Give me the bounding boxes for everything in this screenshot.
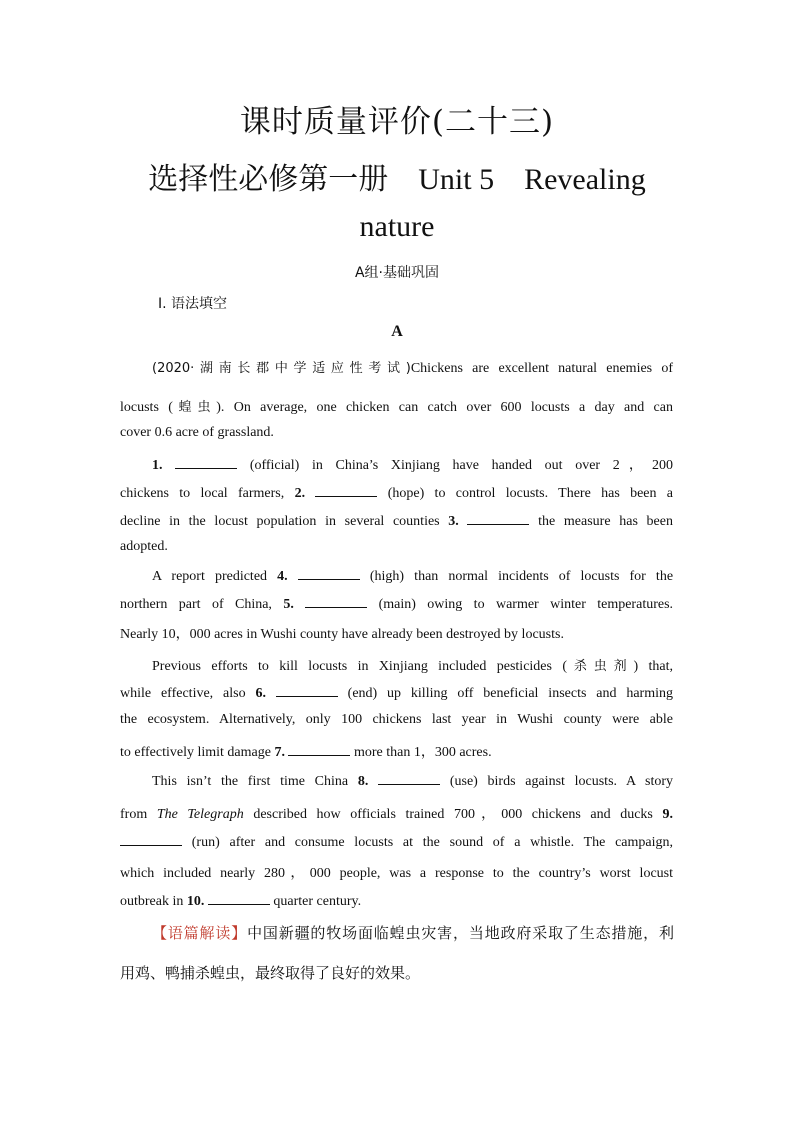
text-line: which included nearly 280，000 people, was a response to the country’s worst locust [120,866,673,881]
text-line: decline in the locust population in several counties 3. the measure has been [120,514,673,529]
blank-6[interactable] [276,684,338,697]
text-line: A report predicted 4. (high) than normal incidents of locusts for the [152,569,674,584]
blank-1[interactable] [175,456,237,469]
section-label: Ⅰ. 语法填空 [158,296,228,312]
text-line: from The Telegraph described how officials trained 700，000 chickens and ducks 9. [120,807,673,822]
passage-label: A [391,323,403,340]
blank-8[interactable] [378,772,440,785]
text-line: (run) after and consume locusts at the sound of a whistle. The campaign, [120,833,673,851]
text-line: 1. (official) in China’s Xinjiang have handed out over 2，200 [152,458,674,473]
blank-5[interactable] [305,595,367,608]
source-note: (2020·湖南长郡中学适应性考试) [152,361,411,376]
text-line: to effectively limit damage 7. more than 1，300 acres. [120,745,492,760]
blank-9[interactable] [120,833,182,846]
text-line: This isn’t the first time China 8. (use) birds against locusts. A story [152,774,674,789]
blank-7[interactable] [288,743,350,756]
text-line: Nearly 10，000 acres in Wushi county have already been destroyed by locusts. [120,627,564,642]
blank-3[interactable] [467,512,529,525]
text-line: chickens to local farmers, 2. (hope) to control locusts. There has been a [120,486,674,501]
text-line: Previous efforts to kill locusts in Xinjiang included pesticides (杀虫剂) that, [152,659,673,674]
text-line: cover 0.6 acre of grassland. [120,425,274,440]
blank-2[interactable] [315,484,377,497]
page-title: 课时质量评价(二十三) [239,104,555,140]
text-line: while effective, also 6. (end) up killing off beneficial insects and harming [120,686,673,701]
page-subtitle-cont: nature [359,210,435,243]
blank-10[interactable] [208,892,270,905]
subtitle-unit: Unit 5 [418,163,495,196]
subtitle-en: Revealing [524,163,646,196]
analysis-tag: 【语篇解读】 [152,924,248,942]
blank-4[interactable] [298,567,360,580]
text-line: outbreak in 10. quarter century. [120,894,362,909]
analysis-line: 用鸡、鸭捕杀蝗虫，最终取得了良好的效果。 [120,964,421,982]
group-label: A组·基础巩固 [354,265,440,281]
page-subtitle [0,154,794,198]
text-line: northern part of China, 5. (main) owing to warmer winter temperatures. [120,597,674,612]
text-line: adopted. [120,539,168,554]
analysis-line: 【语篇解读】中国新疆的牧场面临蝗虫灾害，当地政府采取了生态措施，利 [152,924,674,942]
text-line: the ecosystem. Alternatively, only 100 chickens last year in Wushi county were able [120,712,673,727]
text-line: (2020·湖南长郡中学适应性考试)Chickens are excellent natural enemies of [152,361,673,376]
subtitle-cn: 选择性必修第一册 [148,162,389,197]
text-line: locusts (蝗虫). On average, one chicken can catch over 600 locusts a day and can [120,400,673,415]
